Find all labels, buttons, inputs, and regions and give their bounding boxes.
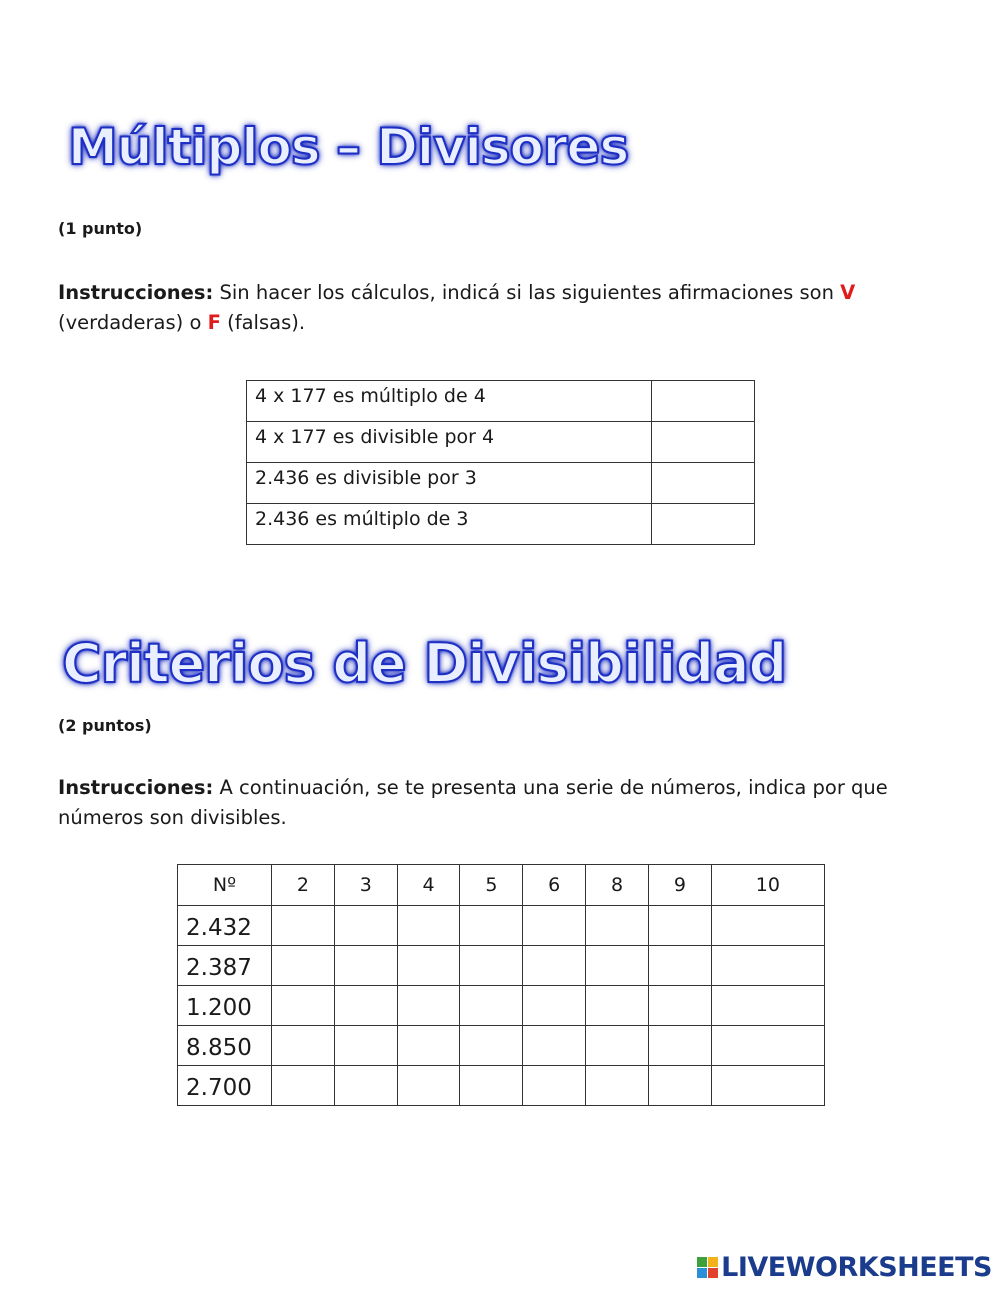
instr-text: Sin hacer los cálculos, indicá si las siguientes afirmaciones son bbox=[213, 281, 841, 304]
answer-cell[interactable] bbox=[397, 1026, 460, 1066]
instr-label: Instrucciones: bbox=[58, 776, 214, 799]
answer-cell[interactable] bbox=[460, 946, 523, 986]
statement-cell: 2.436 es divisible por 3 bbox=[247, 463, 652, 504]
answer-cell[interactable] bbox=[711, 986, 824, 1026]
answer-cell[interactable] bbox=[272, 1066, 335, 1106]
answer-cell[interactable] bbox=[523, 1026, 586, 1066]
table-row bbox=[178, 986, 825, 1026]
column-header: 9 bbox=[648, 865, 711, 906]
table-row bbox=[178, 1066, 825, 1106]
answer-cell[interactable] bbox=[523, 986, 586, 1026]
logo-blocks-icon bbox=[697, 1257, 718, 1278]
answer-cell[interactable] bbox=[586, 986, 649, 1026]
answer-cell[interactable] bbox=[652, 463, 755, 504]
instr-text: (falsas). bbox=[220, 311, 306, 334]
answer-cell[interactable] bbox=[711, 906, 824, 946]
true-false-table bbox=[246, 380, 755, 545]
answer-cell[interactable] bbox=[397, 986, 460, 1026]
answer-cell[interactable] bbox=[652, 422, 755, 463]
answer-cell[interactable] bbox=[586, 946, 649, 986]
logo-block bbox=[708, 1268, 718, 1278]
answer-cell[interactable] bbox=[652, 504, 755, 545]
header-row bbox=[178, 865, 825, 906]
answer-cell[interactable] bbox=[272, 906, 335, 946]
answer-cell[interactable] bbox=[397, 946, 460, 986]
column-header: 10 bbox=[711, 865, 824, 906]
table-row bbox=[247, 463, 755, 504]
section1-title: Múltiplos – Divisores bbox=[68, 118, 629, 176]
answer-cell[interactable] bbox=[648, 1026, 711, 1066]
column-header: 4 bbox=[397, 865, 460, 906]
answer-cell[interactable] bbox=[523, 946, 586, 986]
instr-text: (verdaderas) o bbox=[58, 311, 208, 334]
table-row bbox=[247, 422, 755, 463]
logo-block bbox=[708, 1257, 718, 1267]
answer-cell[interactable] bbox=[334, 906, 397, 946]
answer-cell[interactable] bbox=[272, 1026, 335, 1066]
section1-points: (1 punto) bbox=[58, 219, 143, 238]
answer-cell[interactable] bbox=[460, 1026, 523, 1066]
answer-cell[interactable] bbox=[648, 946, 711, 986]
answer-cell[interactable] bbox=[586, 1066, 649, 1106]
logo-text: LIVEWORKSHEETS bbox=[721, 1252, 992, 1283]
instr-label: Instrucciones: bbox=[58, 281, 214, 304]
false-letter: F bbox=[207, 311, 221, 334]
statement-cell: 2.436 es múltiplo de 3 bbox=[247, 504, 652, 545]
answer-cell[interactable] bbox=[523, 906, 586, 946]
answer-cell[interactable] bbox=[334, 1026, 397, 1066]
true-letter: V bbox=[840, 281, 856, 304]
section2-points: (2 puntos) bbox=[58, 716, 152, 735]
answer-cell[interactable] bbox=[460, 1066, 523, 1106]
column-header: 5 bbox=[460, 865, 523, 906]
liveworksheets-logo bbox=[697, 1252, 992, 1283]
section2-title: Criterios de Divisibilidad bbox=[62, 632, 787, 695]
number-cell: 2.432 bbox=[178, 906, 272, 946]
column-header: Nº bbox=[178, 865, 272, 906]
table-row bbox=[178, 946, 825, 986]
answer-cell[interactable] bbox=[711, 1026, 824, 1066]
number-cell: 2.387 bbox=[178, 946, 272, 986]
column-header: 3 bbox=[334, 865, 397, 906]
answer-cell[interactable] bbox=[648, 906, 711, 946]
table-row bbox=[247, 504, 755, 545]
section1-instructions bbox=[58, 278, 938, 338]
number-cell: 2.700 bbox=[178, 1066, 272, 1106]
answer-cell[interactable] bbox=[334, 1066, 397, 1106]
answer-cell[interactable] bbox=[334, 946, 397, 986]
answer-cell[interactable] bbox=[586, 906, 649, 946]
table-row bbox=[247, 381, 755, 422]
answer-cell[interactable] bbox=[652, 381, 755, 422]
column-header: 8 bbox=[586, 865, 649, 906]
answer-cell[interactable] bbox=[711, 946, 824, 986]
answer-cell[interactable] bbox=[334, 986, 397, 1026]
answer-cell[interactable] bbox=[272, 986, 335, 1026]
statement-cell: 4 x 177 es múltiplo de 4 bbox=[247, 381, 652, 422]
answer-cell[interactable] bbox=[648, 1066, 711, 1106]
answer-cell[interactable] bbox=[397, 906, 460, 946]
answer-cell[interactable] bbox=[272, 946, 335, 986]
instr-text: A continuación, se te presenta una serie de números, indica por que números son divisibles. bbox=[58, 776, 888, 829]
divisibility-table bbox=[177, 864, 825, 1106]
answer-cell[interactable] bbox=[711, 1066, 824, 1106]
answer-cell[interactable] bbox=[586, 1026, 649, 1066]
logo-block bbox=[697, 1257, 707, 1267]
answer-cell[interactable] bbox=[648, 986, 711, 1026]
answer-cell[interactable] bbox=[460, 906, 523, 946]
table-row bbox=[178, 906, 825, 946]
section2-instructions bbox=[58, 773, 938, 833]
answer-cell[interactable] bbox=[523, 1066, 586, 1106]
answer-cell[interactable] bbox=[397, 1066, 460, 1106]
column-header: 2 bbox=[272, 865, 335, 906]
statement-cell: 4 x 177 es divisible por 4 bbox=[247, 422, 652, 463]
logo-block bbox=[697, 1268, 707, 1278]
column-header: 6 bbox=[523, 865, 586, 906]
table-row bbox=[178, 1026, 825, 1066]
number-cell: 8.850 bbox=[178, 1026, 272, 1066]
number-cell: 1.200 bbox=[178, 986, 272, 1026]
answer-cell[interactable] bbox=[460, 986, 523, 1026]
